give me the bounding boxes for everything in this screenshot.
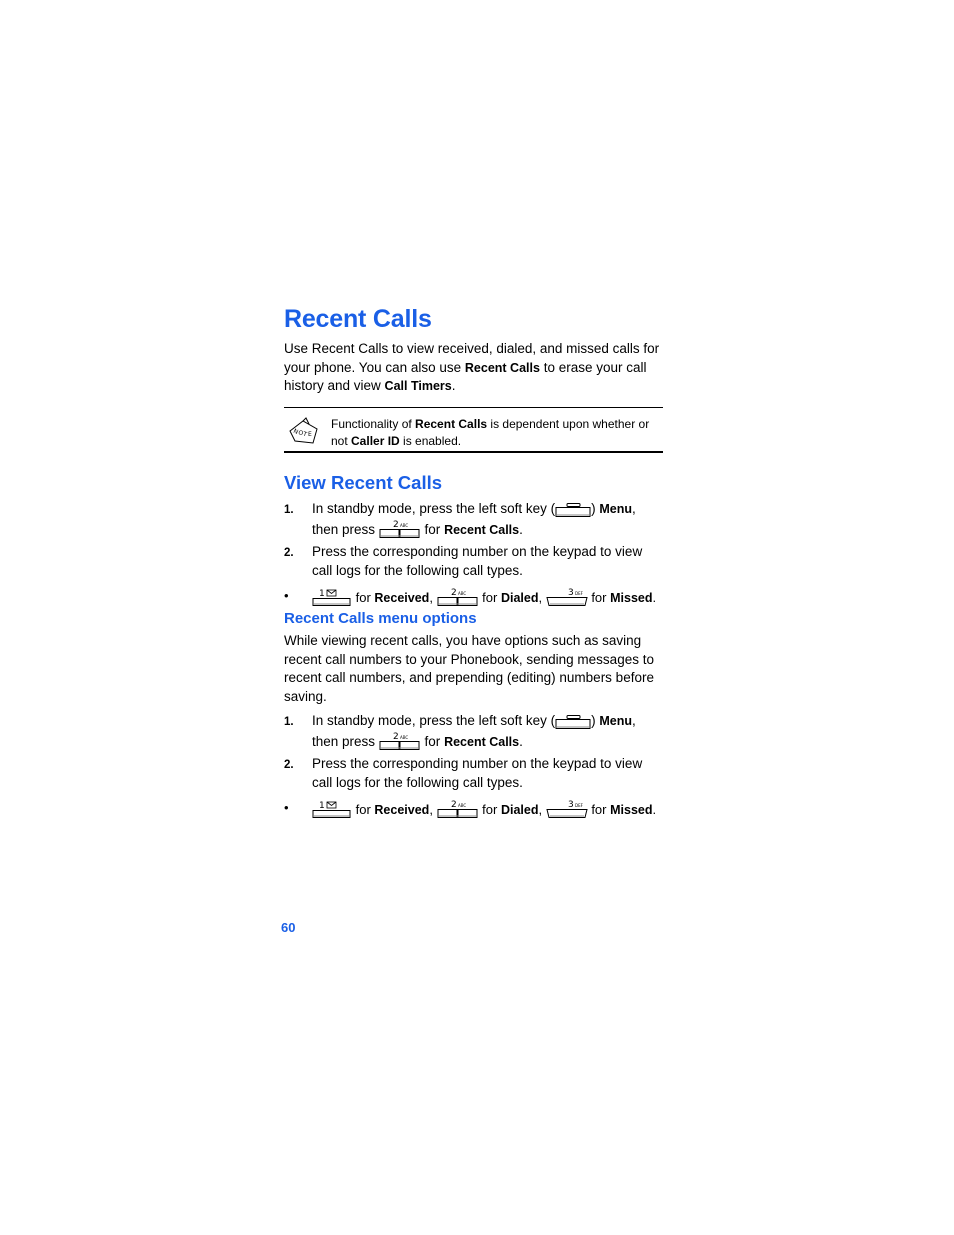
section-heading-menu-options: Recent Calls menu options (284, 610, 477, 627)
svg-text:2: 2 (450, 588, 457, 598)
note-text: Functionality of Recent Calls is dependent upon whether or not Caller ID is enabled. (331, 417, 650, 448)
call-types-bullet: • 1 for Received, 2 ABC for Dialed, 3 DEF for Missed. (284, 800, 657, 817)
key-2-icon (379, 519, 421, 539)
key-1-icon (312, 588, 352, 607)
svg-text:1: 1 (319, 801, 325, 811)
step-2: 2. Press the corresponding number on the keypad to view call logs for the following call types. (284, 544, 643, 578)
key-3-icon (546, 799, 588, 819)
key-3-icon (546, 587, 588, 607)
key-2-icon (437, 799, 479, 819)
page-number: 60 (281, 920, 296, 935)
section-heading-view-recent-calls: View Recent Calls (284, 472, 443, 493)
svg-text:ABC: ABC (399, 522, 408, 528)
svg-text:3: 3 (567, 588, 574, 598)
key-1-icon (312, 800, 352, 819)
intro-paragraph: Use Recent Calls to view received, dialed, and missed calls for your phone. You can also use Recent Calls to erase your call history and view Call Timers. (284, 341, 660, 394)
left-soft-key-icon (555, 715, 591, 730)
call-types-bullet: • 1 for Received, 2 ABC for Dialed, 3 DEF for Missed. (284, 588, 657, 605)
key-2-icon (437, 587, 479, 607)
key-2-icon (379, 731, 421, 751)
svg-text:2: 2 (392, 731, 399, 742)
svg-text:ABC: ABC (457, 591, 466, 596)
step-2: 2. Press the corresponding number on the keypad to view call logs for the following call types. (284, 756, 643, 790)
svg-text:2: 2 (392, 519, 399, 530)
svg-text:2: 2 (450, 800, 457, 810)
svg-text:ABC: ABC (399, 734, 408, 740)
step-1: 1. In standby mode, press the left soft key ( ) Menu, then press 2 ABC for Recent Calls. (284, 501, 636, 537)
svg-text:1: 1 (319, 589, 325, 599)
step-1: 1. In standby mode, press the left soft key ( ) Menu, then press 2 ABC for Recent Calls. (284, 713, 636, 749)
svg-text:E: E (308, 431, 312, 438)
svg-text:DEF: DEF (574, 591, 583, 596)
menu-options-paragraph: While viewing recent calls, you have options such as saving recent call numbers to your Phonebook, sending messages to recent call numbers, and prepending (editing) numbers before saving. (284, 633, 654, 704)
svg-text:3: 3 (567, 800, 574, 810)
svg-text:DEF: DEF (574, 803, 583, 808)
note-icon (287, 417, 319, 445)
svg-text:O: O (297, 429, 304, 438)
left-soft-key-icon (555, 503, 591, 518)
svg-text:T: T (302, 430, 308, 439)
note-box (284, 407, 663, 453)
svg-text:ABC: ABC (457, 803, 466, 808)
svg-text:N: N (292, 427, 300, 436)
page-title: Recent Calls (284, 305, 432, 333)
